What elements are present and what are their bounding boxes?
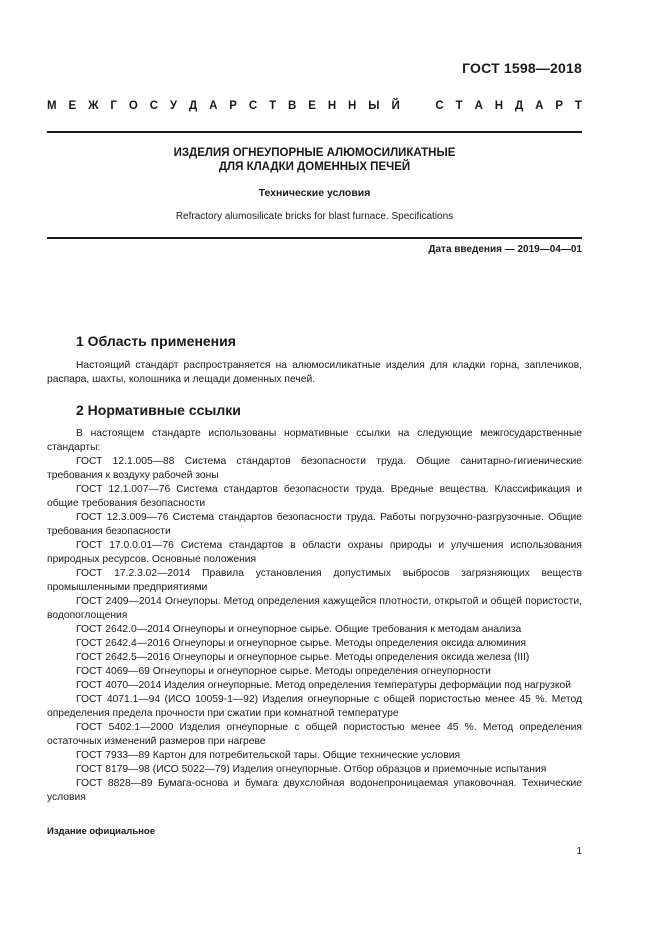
introduction-date: Дата введения — 2019—04—01 [428, 244, 582, 255]
banner-letter: О [128, 100, 138, 112]
banner-letter: Н [327, 100, 337, 112]
official-edition-label: Издание официальное [47, 826, 155, 837]
reference-item: ГОСТ 2409—2014 Огнеупоры. Метод определения кажущейся плотности, открытой и общей пористости, водопоглощения [47, 596, 582, 621]
banner-letter: Д [515, 100, 524, 112]
reference-item: ГОСТ 4069—69 Огнеупоры и огнеупорное сырье. Методы определения огнеупорности [76, 666, 491, 677]
banner-letter: Г [110, 100, 117, 112]
reference-item: ГОСТ 7933—89 Картон для потребительской тары. Общие технические условия [76, 750, 461, 761]
banner-letter: А [209, 100, 218, 112]
top-rule [47, 131, 582, 133]
section-2-heading: 2 Нормативные ссылки [76, 402, 241, 418]
banner-letter: Е [308, 100, 316, 112]
section-2-body [47, 427, 582, 805]
reference-item: ГОСТ 2642.0—2014 Огнеупоры и огнеупорное сырье. Общие требования к методам анализа [76, 624, 522, 635]
banner-letter: Т [574, 100, 582, 112]
reference-item: ГОСТ 4071.1—94 (ИСО 10059-1—92) Изделия огнеупорные с общей пористостью менее 45 %. Метод определения предела прочности при сжатии при комнатной температуре [47, 694, 582, 719]
reference-item: ГОСТ 2642.5—2016 Огнеупоры и огнеупорное сырье. Методы определения оксида железа (III) [76, 652, 530, 663]
banner-letter: Й [391, 100, 400, 112]
banner-letter: Ы [368, 100, 380, 112]
banner-letter: А [474, 100, 483, 112]
banner-letter: Р [229, 100, 237, 112]
section-2-intro: В настоящем стандарте использованы нормативные ссылки на следующие межгосударственные стандарты: [47, 428, 582, 453]
reference-item: ГОСТ 17.0.0.01—76 Система стандартов в области охраны природы и улучшения использования природных ресурсов. Основные положения [47, 540, 582, 565]
reference-item: ГОСТ 2642.4—2016 Огнеупоры и огнеупорное сырье. Методы определения оксида алюминия [76, 638, 526, 649]
reference-item: ГОСТ 8828—89 Бумага-основа и бумага двухслойная водонепроницаемая упаковочная. Технические условия [47, 778, 582, 803]
gost-number: ГОСТ 1598—2018 [462, 60, 582, 76]
reference-item: ГОСТ 4070—2014 Изделия огнеупорные. Метод определения температуры деформации под нагрузкой [76, 680, 571, 691]
banner-letter: В [288, 100, 297, 112]
banner-letter: Т [455, 100, 463, 112]
banner-letter: Ж [88, 100, 99, 112]
banner-letter: С [435, 100, 444, 112]
banner-letter: Р [555, 100, 564, 112]
reference-item: ГОСТ 12.1.007—76 Система стандартов безопасности труда. Вредные вещества. Классификация и общие требования безопасности [47, 484, 582, 509]
banner-letter: Д [188, 100, 198, 112]
banner-letter: Н [494, 100, 504, 112]
interstate-standard-banner [47, 100, 582, 112]
banner-letter: Т [269, 100, 277, 112]
section-1-paragraph: Настоящий стандарт распространяется на алюмосиликатные изделия для кладки горна, заплечиков, распара, шахты, колошника и лещади доменных печей. [47, 360, 582, 385]
title-line-1: ИЗДЕЛИЯ ОГНЕУПОРНЫЕ АЛЮМОСИЛИКАТНЫЕ [173, 147, 456, 159]
reference-item: ГОСТ 5402.1—2000 Изделия огнеупорные с общей пористостью менее 45 %. Метод определения остаточных изменений размеров при нагреве [47, 722, 582, 747]
section-1-text [47, 359, 582, 387]
document-subtitle: Технические условия [258, 187, 371, 199]
reference-item: ГОСТ 17.2.3.02—2014 Правила установления допустимых выбросов загрязняющих веществ промышленными предприятиями [47, 568, 582, 593]
banner-letter: Н [348, 100, 357, 112]
document-title [47, 147, 582, 174]
section-1-heading: 1 Область применения [76, 333, 236, 349]
title-bottom-rule [47, 237, 582, 239]
banner-letter: У [169, 100, 178, 112]
reference-item: ГОСТ 12.1.005—88 Система стандартов безопасности труда. Общие санитарно-гигиенические требования к воздуху рабочей зоны [47, 456, 582, 481]
page-number: 1 [576, 846, 582, 857]
banner-letter: А [535, 100, 544, 112]
title-line-2: ДЛЯ КЛАДКИ ДОМЕННЫХ ПЕЧЕЙ [218, 160, 411, 173]
banner-letter: М [47, 100, 57, 112]
banner-letter: Е [68, 100, 77, 112]
english-title: Refractory alumosilicate bricks for blast furnace. Specifications [175, 211, 454, 222]
reference-item: ГОСТ 12.3.009—76 Система стандартов безопасности труда. Работы погрузочно-разгрузочные. Общие требования безопасности [47, 512, 582, 537]
reference-item: ГОСТ 8179—98 (ИСО 5022—79) Изделия огнеупорные. Отбор образцов и приемочные испытания [76, 764, 547, 775]
banner-letter: С [248, 100, 258, 112]
banner-letter: С [149, 100, 158, 112]
